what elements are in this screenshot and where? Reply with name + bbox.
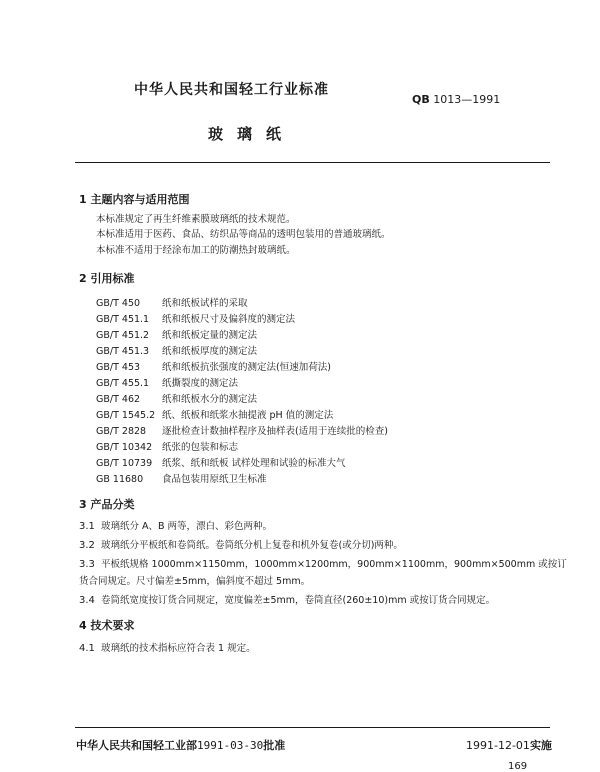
reference-title: 纸和纸板水分的测定法 (162, 394, 258, 405)
reference-code: GB/T 453 (96, 362, 141, 373)
reference-item (96, 343, 257, 357)
clause-number: 3.2 (79, 540, 95, 551)
reference-title: 食品包装用原纸卫生标准 (162, 474, 267, 485)
standard-code-number: 1013—1991 (433, 93, 501, 106)
reference-code: GB/T 2828 (96, 426, 147, 437)
reference-item (96, 327, 257, 341)
document-title: 玻璃纸 (208, 125, 296, 143)
clause-text: 玻璃纸分 A、B 两等，漂白、彩色两种。 (101, 521, 273, 532)
reference-title: 纸撕裂度的测定法 (162, 378, 239, 389)
clause-item (79, 537, 403, 551)
clause-item (79, 592, 495, 606)
reference-title: 纸浆、纸和纸板 试样处理和试验的标准大气 (162, 458, 346, 469)
clause-text: 玻璃纸分平板纸和卷筒纸。卷筒纸分机上复卷和机外复卷(或分切)两种。 (101, 540, 403, 551)
clause-number: 3.1 (79, 521, 95, 532)
section-3-heading: 3 产品分类 (79, 498, 135, 511)
reference-title: 纸张的包装和标志 (162, 442, 239, 453)
reference-item (96, 407, 333, 421)
clause-text: 卷筒纸宽度按订货合同规定，宽度偏差±5mm，卷筒直径(260±10)mm 或按订货合同规定。 (101, 595, 496, 606)
reference-item (96, 455, 346, 469)
clause-number: 4.1 (79, 643, 95, 654)
reference-item (96, 295, 248, 309)
clause-number: 3.4 (79, 595, 95, 606)
reference-item (96, 391, 257, 405)
section-4-heading: 4 技术要求 (79, 619, 135, 632)
section-1-heading: 1 主题内容与适用范围 (79, 193, 190, 206)
reference-title: 纸和纸板试样的采取 (162, 298, 248, 309)
footer-divider (75, 727, 550, 728)
reference-code: GB/T 451.2 (96, 330, 150, 341)
reference-item (96, 471, 267, 485)
reference-title: 纸和纸板尺寸及偏斜度的测定法 (162, 314, 296, 325)
clause-item (79, 640, 256, 654)
clause-text: 玻璃纸的技术指标应符合表 1 规定。 (101, 643, 256, 654)
reference-code: GB/T 1545.2 (96, 410, 156, 421)
reference-item (96, 423, 388, 437)
reference-title: 纸、纸板和纸浆水抽提液 pH 值的测定法 (162, 410, 334, 421)
section-1-paragraph: 本标准规定了再生纤维素膜玻璃纸的技术规范。 (96, 214, 296, 225)
implementation-statement (466, 737, 552, 753)
reference-item (96, 439, 238, 453)
clause-text: 货合同规定。尺寸偏差±5mm，偏斜度不超过 5mm。 (79, 576, 311, 587)
reference-code: GB 11680 (96, 474, 144, 485)
header-divider (75, 162, 550, 163)
reference-code: GB/T 462 (96, 394, 141, 405)
reference-item (96, 359, 331, 373)
reference-code: GB/T 451.1 (96, 314, 150, 325)
standard-code-prefix: QB (412, 93, 430, 106)
reference-title: 纸和纸板定量的测定法 (162, 330, 258, 341)
implementation-suffix: 实施 (529, 739, 552, 752)
section-1-paragraph: 本标准适用于医药、食品、纺织品等商品的透明包装用的普通玻璃纸。 (96, 229, 391, 240)
standard-code (412, 93, 500, 106)
clause-continuation (79, 573, 310, 587)
reference-code: GB/T 10739 (96, 458, 153, 469)
reference-item (96, 375, 238, 389)
reference-title: 纸和纸板厚度的测定法 (162, 346, 258, 357)
page-number: 169 (508, 761, 528, 772)
reference-code: GB/T 451.3 (96, 346, 150, 357)
reference-item (96, 311, 295, 325)
reference-code: GB/T 10342 (96, 442, 153, 453)
implementation-date: 1991-12-01 (466, 739, 530, 752)
section-1-paragraph: 本标准不适用于经涂布加工的防潮热封玻璃纸。 (96, 245, 296, 256)
reference-title: 逐批检查计数抽样程序及抽样表(适用于连续批的检查) (162, 426, 388, 437)
clause-item (79, 518, 272, 532)
issuer: 中华人民共和国轻工业部 (76, 739, 197, 752)
issue-date: 1991-03-30 (197, 739, 264, 752)
reference-code: GB/T 455.1 (96, 378, 150, 389)
standard-category-title: 中华人民共和国轻工行业标准 (134, 82, 329, 98)
issue-statement (76, 737, 285, 753)
issue-suffix: 批准 (263, 739, 286, 752)
reference-title: 纸和纸板抗张强度的测定法(恒速加荷法) (162, 362, 331, 373)
clause-text: 平板纸规格 1000mm×1150mm，1000mm×1200mm，900mm×1100mm，900mm×500mm 或按订 (101, 559, 567, 570)
clause-item (79, 556, 567, 570)
clause-number: 3.3 (79, 559, 95, 570)
section-2-heading: 2 引用标准 (79, 272, 135, 285)
reference-code: GB/T 450 (96, 298, 141, 309)
